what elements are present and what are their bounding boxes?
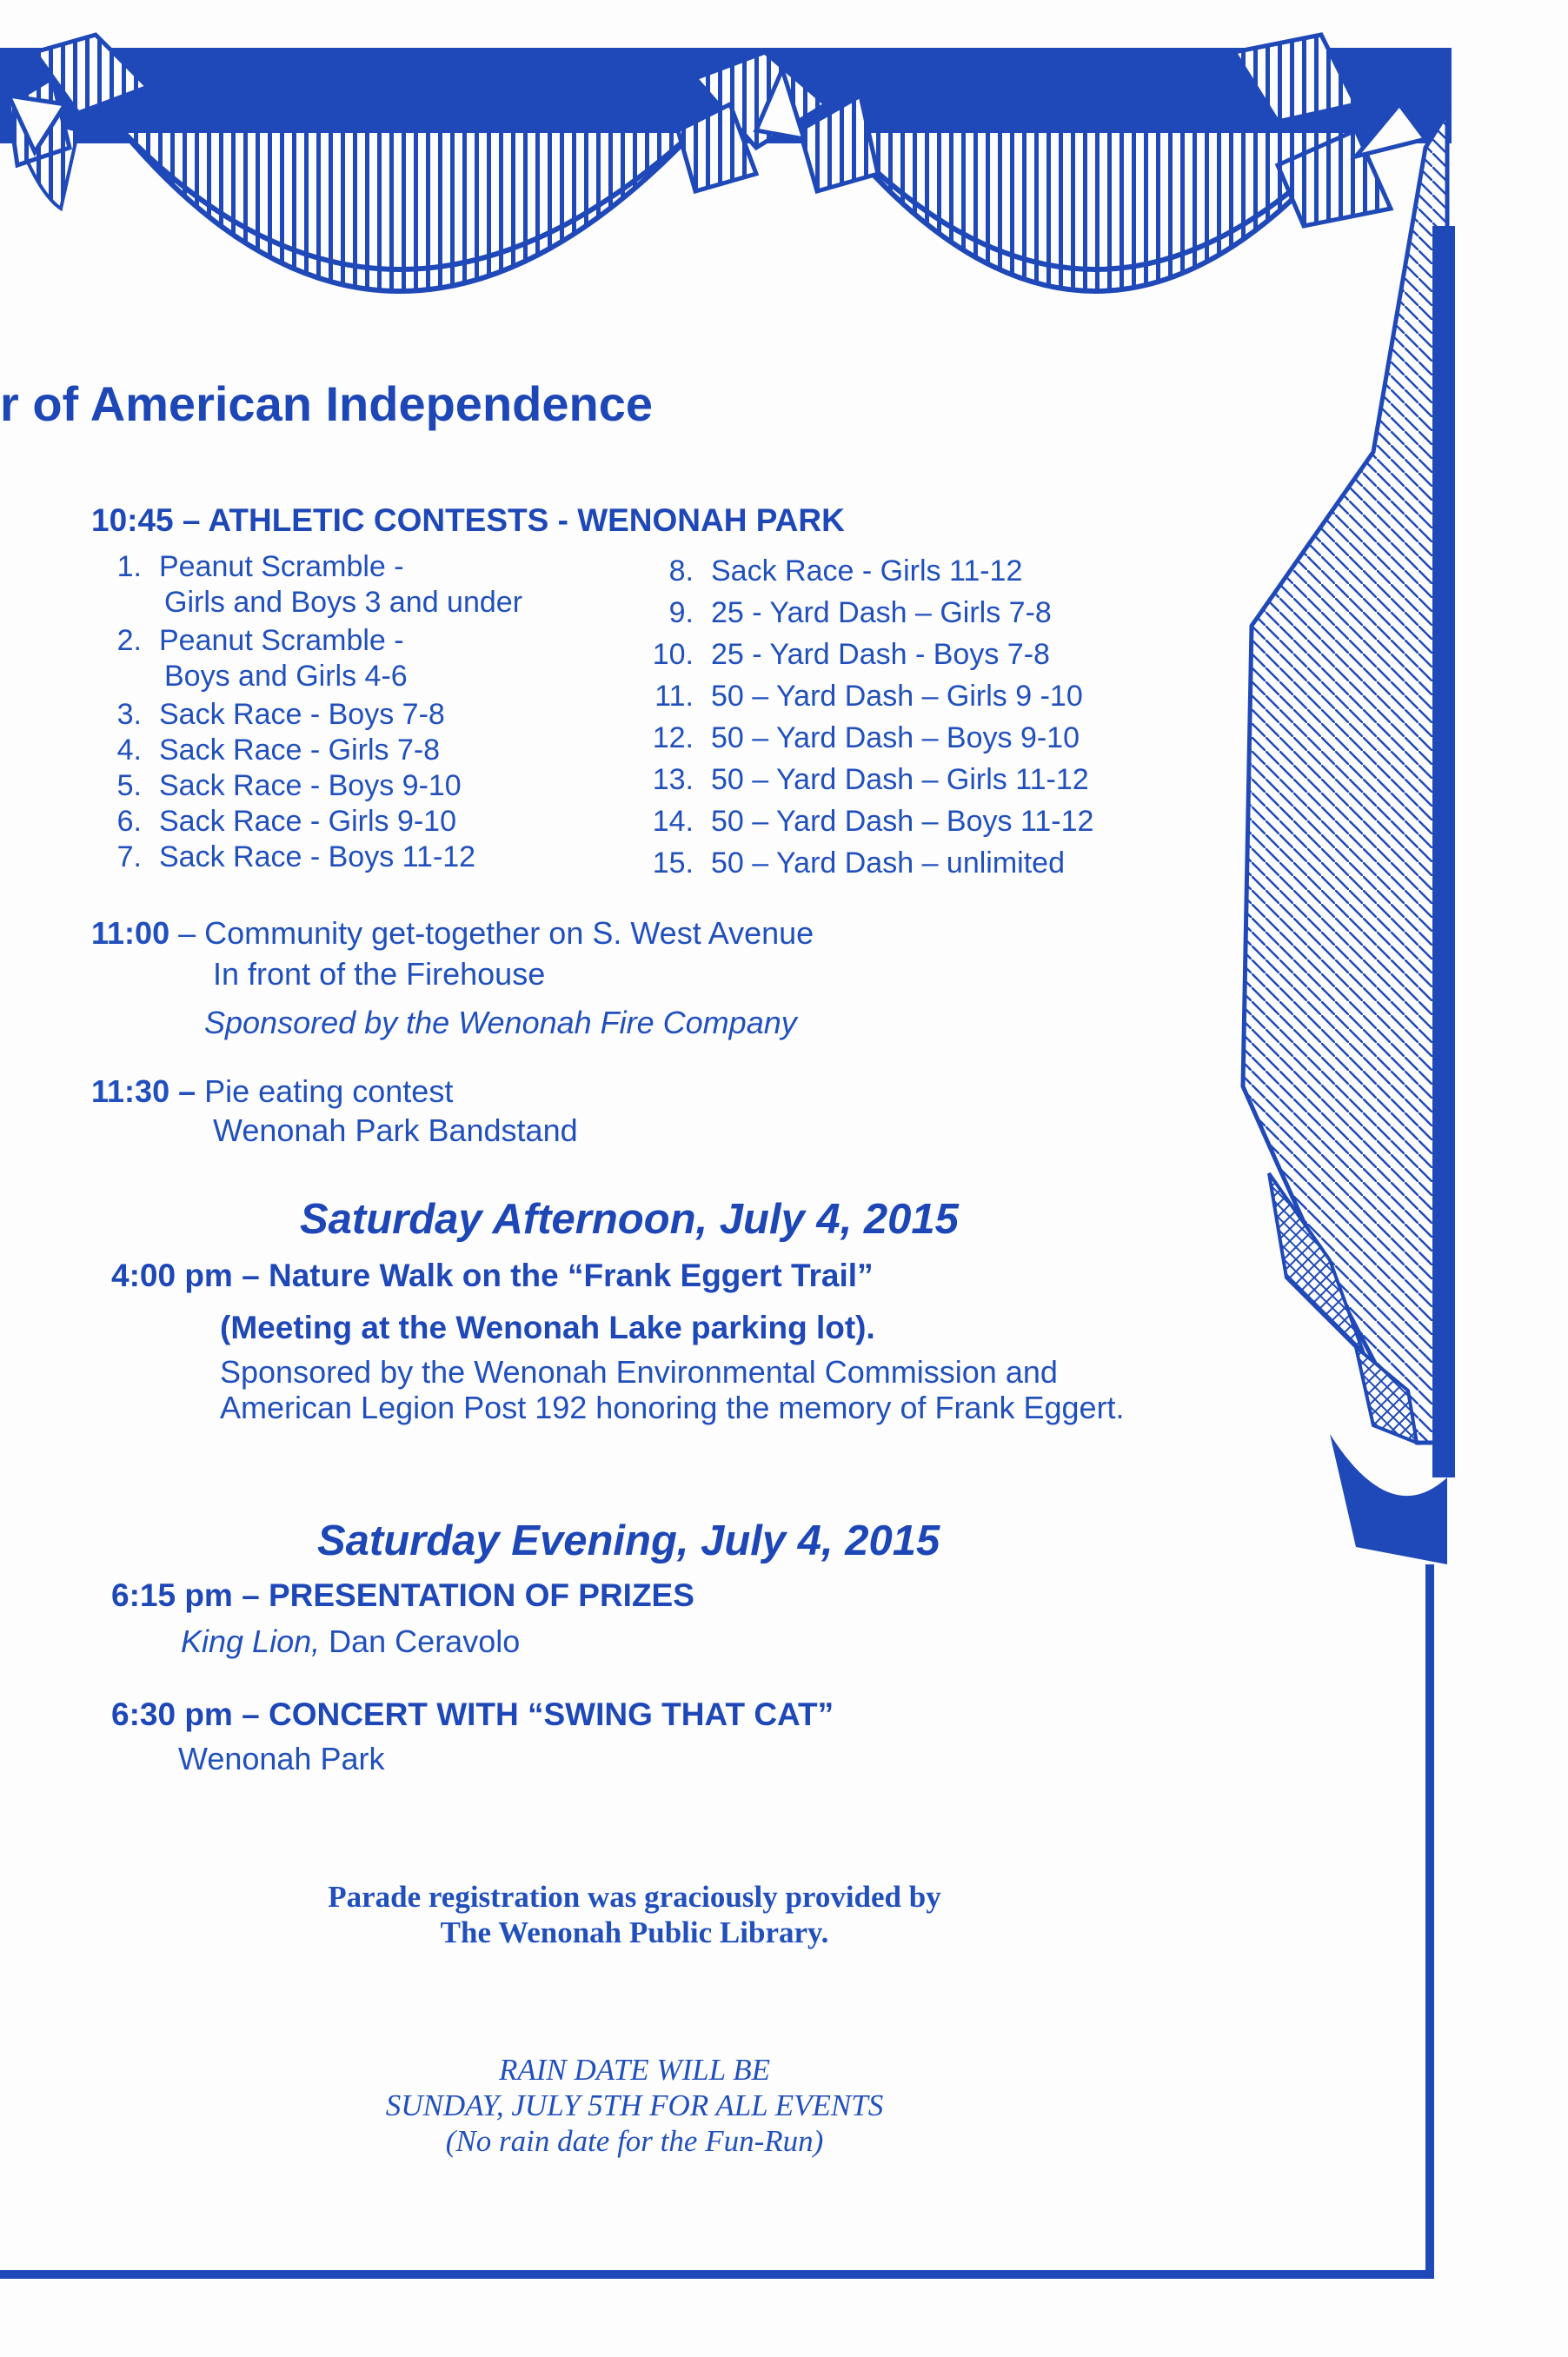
list-item: 4. Sack Race - Girls 7-8: [116, 734, 441, 767]
list-item: 9. 25 - Yard Dash – Girls 7-8: [668, 596, 1052, 629]
nature-walk-meeting: (Meeting at the Wenonah Lake parking lot).: [220, 1310, 875, 1345]
list-item: 12. 50 – Yard Dash – Boys 9-10: [652, 721, 1080, 754]
list-item: 8. Sack Race - Girls 11-12: [668, 554, 1023, 588]
list-item: 10. 25 - Yard Dash - Boys 7-8: [652, 638, 1050, 671]
list-item: 3. Sack Race - Boys 7-8: [116, 698, 445, 731]
community-event: 11:00 – Community get-together on S. West Avenue: [91, 915, 814, 951]
afternoon-heading: Saturday Afternoon, July 4, 2015: [300, 1196, 959, 1243]
list-item: 15. 50 – Yard Dash – unlimited: [652, 847, 1065, 880]
pie-contest-location: Wenonah Park Bandstand: [213, 1112, 578, 1148]
community-sponsor: Sponsored by the Wenonah Fire Company: [204, 1005, 797, 1040]
list-item: 11. 50 – Yard Dash – Girls 9 -10: [654, 680, 1083, 713]
list-item: 5. Sack Race - Boys 9-10: [116, 769, 462, 802]
pie-contest-event: 11:30 – Pie eating contest: [91, 1073, 454, 1109]
nature-walk-sponsor-2: American Legion Post 192 honoring the memory of Frank Eggert.: [220, 1390, 1125, 1425]
concert-location: Wenonah Park: [178, 1741, 385, 1776]
nature-walk-sponsor-1: Sponsored by the Wenonah Environmental Commission and: [220, 1354, 1058, 1390]
king-lion: King Lion, Dan Ceravolo: [181, 1623, 521, 1659]
athletic-list-right: [643, 550, 1093, 884]
concert-event: 6:30 pm – CONCERT WITH “SWING THAT CAT”: [111, 1696, 834, 1732]
list-item: 1. Peanut Scramble - Girls and Boys 3 and under: [116, 550, 523, 619]
athletic-list-left: [91, 549, 522, 875]
list-item: 7. Sack Race - Boys 11-12: [116, 840, 476, 873]
list-item: 6. Sack Race - Girls 9-10: [116, 805, 456, 838]
list-item: 2. Peanut Scramble - Boys and Girls 4-6: [116, 624, 408, 693]
list-item: 14. 50 – Yard Dash – Boys 11-12: [652, 805, 1094, 838]
rain-date-note: RAIN DATE WILL BE SUNDAY, JULY 5TH FOR ALL EVENTS (No rain date for the Fun-Run): [385, 2053, 884, 2158]
page-title: r of American Independence: [0, 376, 653, 431]
prizes-event: 6:15 pm – PRESENTATION OF PRIZES: [111, 1577, 694, 1613]
evening-heading: Saturday Evening, July 4, 2015: [317, 1517, 940, 1564]
parade-registration-note: Parade registration was graciously provided by The Wenonah Public Library.: [328, 1880, 941, 1949]
list-item: 13. 50 – Yard Dash – Girls 11-12: [652, 763, 1089, 796]
nature-walk-event: 4:00 pm – Nature Walk on the “Frank Eggert Trail”: [111, 1258, 874, 1293]
athletic-contests-heading: 10:45 – ATHLETIC CONTESTS - WENONAH PARK: [91, 502, 845, 538]
community-location: In front of the Firehouse: [213, 956, 546, 992]
